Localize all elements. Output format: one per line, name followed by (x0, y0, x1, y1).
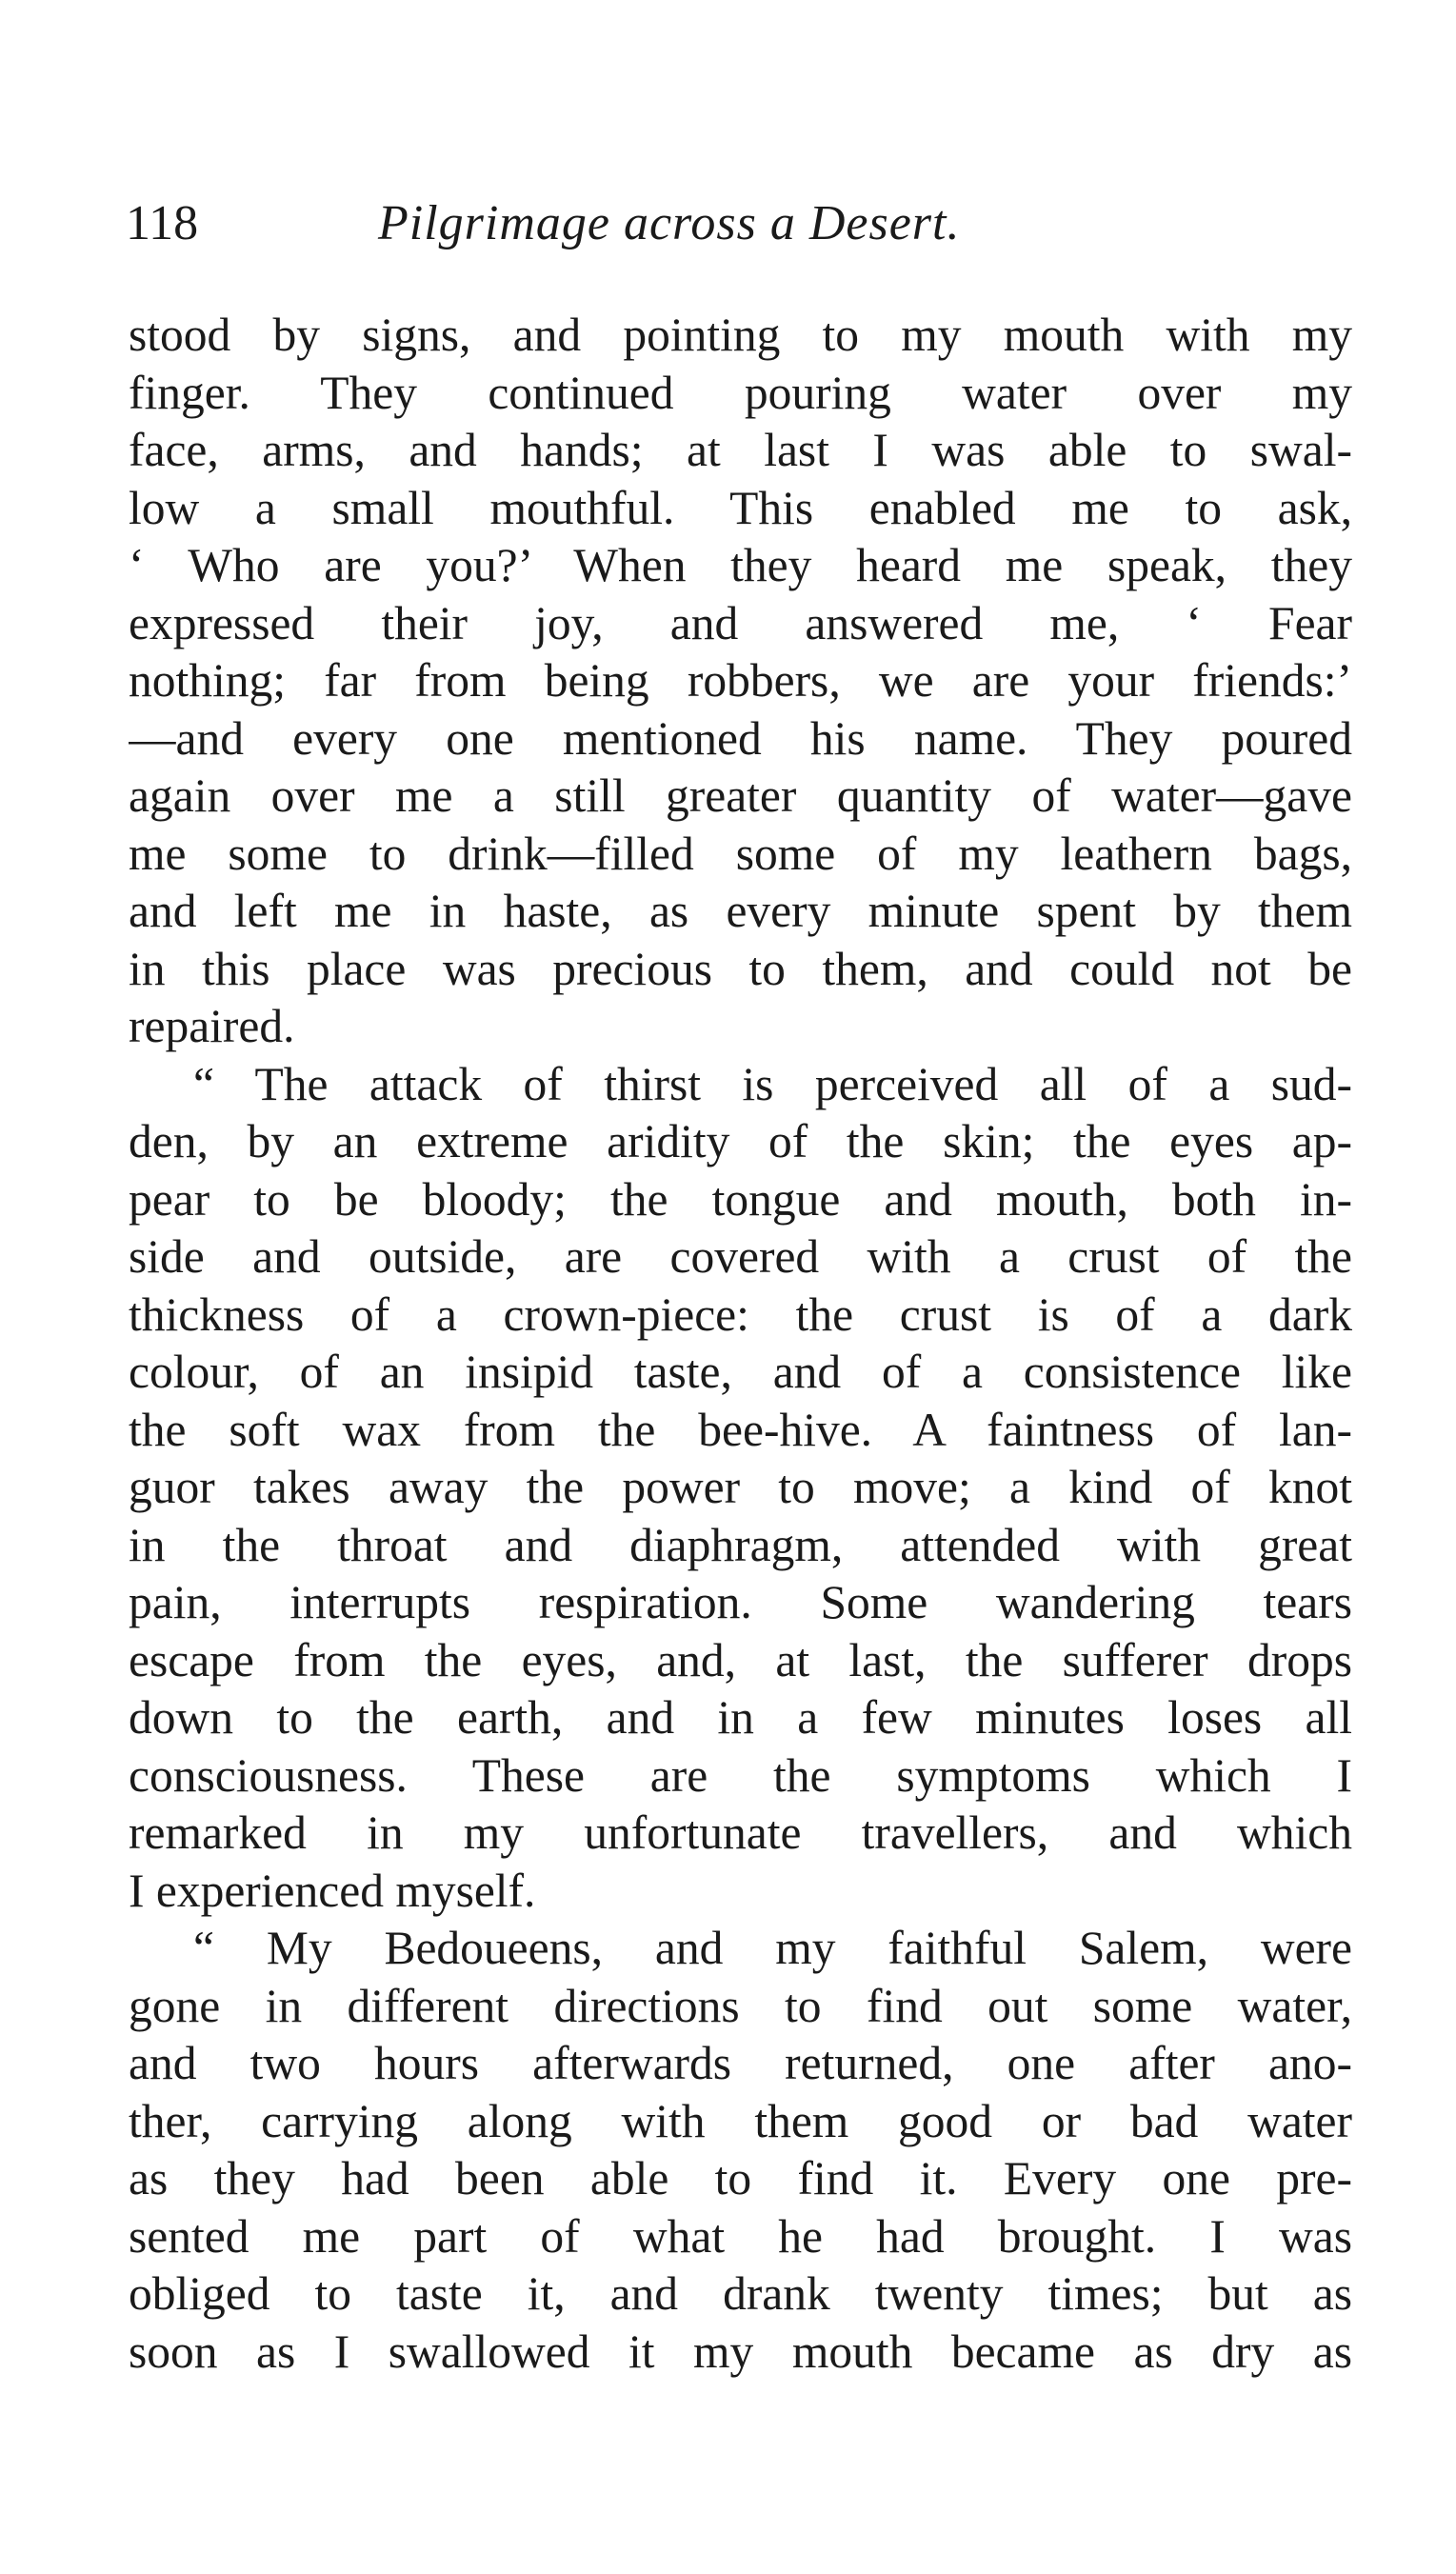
text-line: soon as I swallowed it my mouth became as dry as (129, 2325, 1352, 2378)
text-line: den, by an extreme aridity of the skin; the eyes ap- (129, 1115, 1352, 1167)
text-line: consciousness. These are the symptoms which I (129, 1748, 1352, 1802)
text-line: the soft wax from the bee-hive. A faintness of lan- (129, 1403, 1352, 1456)
running-head (126, 181, 1364, 267)
text-line: expressed their joy, and answered me, ‘ Fear (129, 596, 1352, 649)
text-line: ‘ Who are you?’ When they heard me speak, they (129, 539, 1352, 591)
text-line: remarked in my unfortunate travellers, and which (129, 1806, 1352, 1859)
text-line: “ My Bedoueens, and my faithful Salem, were (193, 1922, 1352, 1974)
text-line: me some to drink—filled some of my leathern bags, (129, 827, 1352, 880)
text-line: face, arms, and hands; at last I was able to swal- (129, 424, 1352, 476)
text-line: finger. They continued pouring water over my (129, 366, 1352, 419)
text-line: as they had been able to find it. Every one pre- (129, 2152, 1352, 2205)
text-line: and left me in haste, as every minute spent by them (129, 885, 1352, 937)
text-line: sented me part of what he had brought. I was (129, 2209, 1352, 2263)
text-line: again over me a still greater quantity of water—gave (129, 769, 1352, 822)
text-line: ther, carrying along with them good or bad water (129, 2094, 1352, 2147)
text-line: in the throat and diaphragm, attended with great (129, 1518, 1352, 1571)
text-line: I experienced myself. (129, 1864, 536, 1917)
text-line: —and every one mentioned his name. They poured (129, 711, 1352, 765)
text-line: guor takes away the power to move; a kind of knot (129, 1461, 1352, 1513)
running-title: Pilgrimage across a Desert. (378, 196, 961, 250)
text-line: repaired. (129, 1000, 295, 1052)
text-line: obliged to taste it, and drank twenty times; but as (129, 2267, 1352, 2320)
text-line: side and outside, are covered with a crust of the (129, 1230, 1352, 1283)
text-line: in this place was precious to them, and could not be (129, 942, 1352, 995)
text-line: pain, interrupts respiration. Some wandering tears (129, 1576, 1352, 1628)
text-line: and two hours afterwards returned, one after ano- (129, 2037, 1352, 2089)
text-line: “ The attack of thirst is perceived all of a sud- (193, 1057, 1352, 1110)
text-line: stood by signs, and pointing to my mouth with my (129, 309, 1352, 361)
text-line: pear to be bloody; the tongue and mouth, both in- (129, 1172, 1352, 1226)
text-line: thickness of a crown-piece: the crust is of a dark (129, 1287, 1352, 1341)
page-number: 118 (126, 196, 199, 250)
text-line: gone in different directions to find out some water, (129, 1979, 1352, 2032)
body-text (129, 307, 1352, 2381)
text-line: low a small mouthful. This enabled me to ask, (129, 481, 1352, 534)
text-line: down to the earth, and in a few minutes loses all (129, 1691, 1352, 1744)
text-line: colour, of an insipid taste, and of a consistence like (129, 1346, 1352, 1398)
text-line: nothing; far from being robbers, we are your friends:’ (129, 654, 1352, 707)
text-line: escape from the eyes, and, at last, the sufferer drops (129, 1633, 1352, 1686)
